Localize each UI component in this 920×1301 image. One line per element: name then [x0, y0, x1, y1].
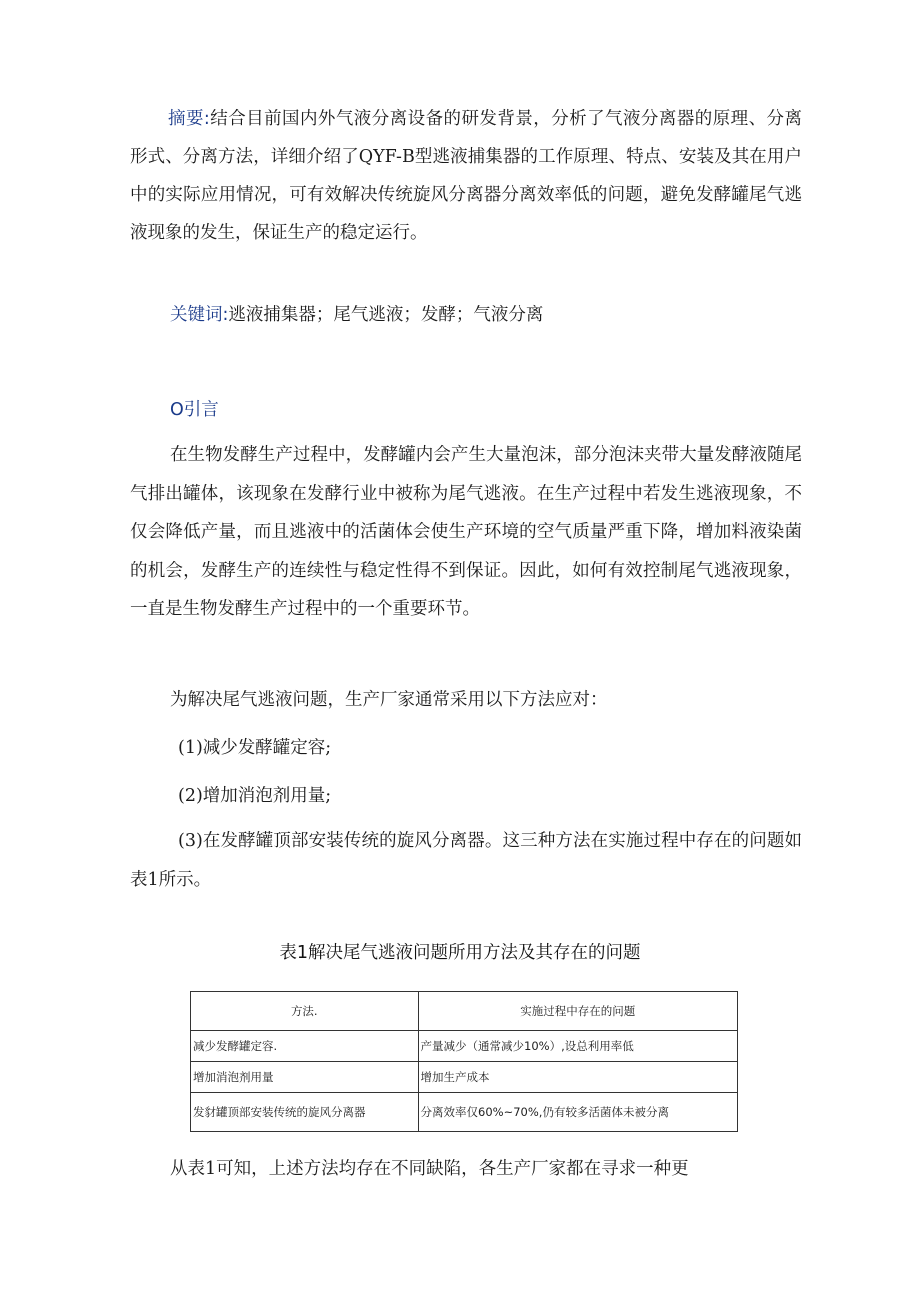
- closing-paragraph: 从表1可知，上述方法均存在不同缺陷，各生产厂家都在寻求一种更: [170, 1159, 689, 1179]
- table-cell-method: 减少发酵罐定容.: [191, 1031, 419, 1062]
- method-item-2: (2)增加消泡剂用量;: [178, 786, 332, 806]
- keywords-label: 关键词:: [170, 305, 229, 325]
- table-row: [191, 1093, 738, 1132]
- intro-paragraph-1: 在生物发酵生产过程中，发酵罐内会产生大量泡沫，部分泡沫夹带大量发酵液随尾气排出罐体，该现象在发酵行业中被称为尾气逃液。在生产过程中若发生逃液现象，不仅会降低产量，而且逃液中的活菌体会使生产环境的空气质量严重下降，增加料液染菌的机会，发酵生产的连续性与稳定性得不到保证。因此，如何有效控制尾气逃液现象，一直是生物发酵生产过程中的一个重要环节。: [130, 445, 802, 619]
- abstract-paragraph: [130, 100, 802, 252]
- keywords-paragraph: [170, 296, 800, 334]
- method-item-1: (1)减少发酵罐定容;: [178, 738, 332, 758]
- table-caption: 表1解决尾气逃液问题所用方法及其存在的问题: [279, 943, 641, 963]
- table-row: [191, 1031, 738, 1062]
- intro-paragraph-2: 为解决尾气逃液问题，生产厂家通常采用以下方法应对：: [170, 690, 608, 710]
- table-header-method: 方法.: [191, 992, 419, 1031]
- abstract-label: 摘要:: [168, 109, 210, 129]
- section-heading: O引言: [170, 400, 219, 420]
- keywords-text: 逃液捕集器；尾气逃液；发酵；气液分离: [228, 305, 544, 325]
- method-item-3: (3)在发酵罐顶部安装传统的旋风分离器。这三种方法在实施过程中存在的问题如表1所示。: [130, 831, 802, 890]
- methods-table: [190, 991, 738, 1132]
- table-cell-problem: 产量减少（通常减少10%）,设总利用率低: [418, 1031, 737, 1062]
- table-header-problem: 实施过程中存在的问题: [418, 992, 737, 1031]
- abstract-text: 结合目前国内外气液分离设备的研发背景，分析了气液分离器的原理、分离形式、分离方法，详细介绍了QYF-B型逃液捕集器的工作原理、特点、安装及其在用户中的实际应用情况，可有效解决传统旋风分离器分离效率低的问题，避免发酵罐尾气逃液现象的发生，保证生产的稳定运行。: [130, 109, 802, 243]
- table-cell-method: 增加消泡剂用量: [191, 1062, 419, 1093]
- table-cell-problem: 增加生产成本: [418, 1062, 737, 1093]
- table-cell-problem: 分离效率仅60%~70%,仍有较多活菌体未被分离: [418, 1093, 737, 1132]
- table-row: [191, 1062, 738, 1093]
- table-header-row: [191, 992, 738, 1031]
- table-cell-method: 发豺罐顶部安装传统的旋风分离器: [191, 1093, 419, 1132]
